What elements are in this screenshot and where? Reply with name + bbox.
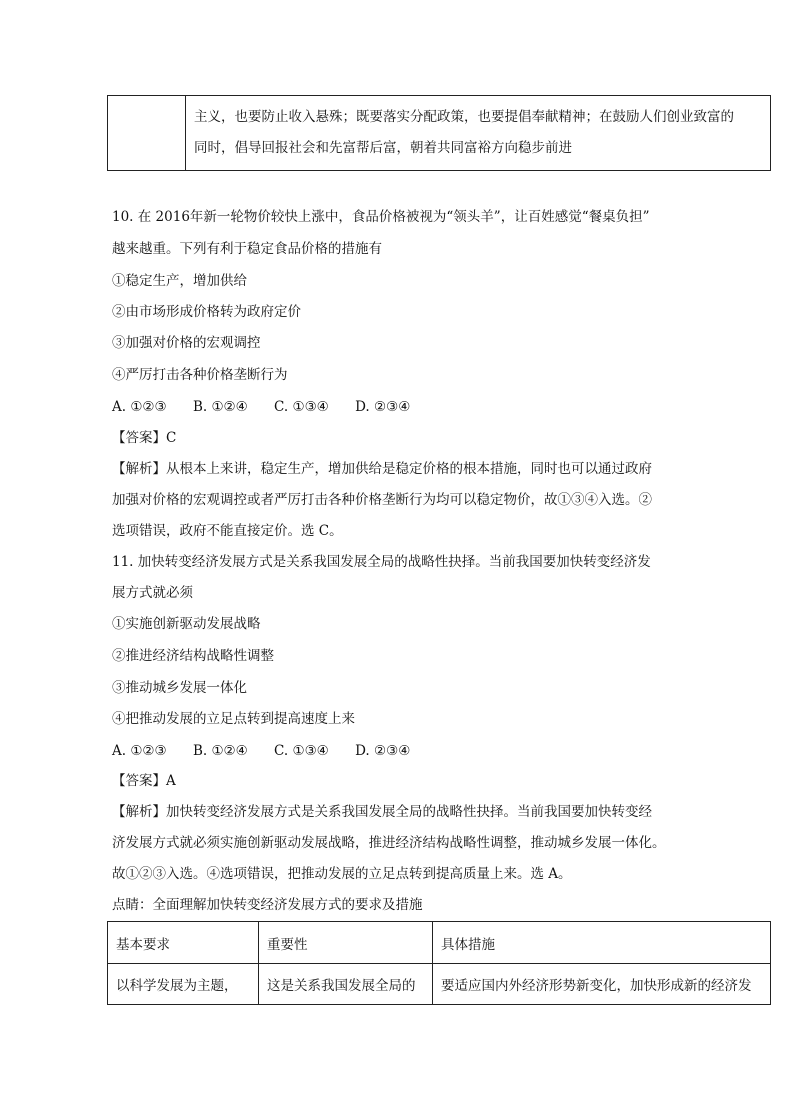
top-table-empty-cell bbox=[108, 96, 186, 171]
q11-analysis-line-3: 故①②③入选。④选项错误，把推动发展的立足点转到提高质量上来。选 A。 bbox=[112, 866, 572, 882]
table-row bbox=[108, 964, 771, 1005]
cell-basic-requirement: 以科学发展为主题， bbox=[108, 964, 259, 1005]
q11-stem-line-2: 展方式就必须 bbox=[112, 585, 193, 601]
q11-tip: 点睛：全面理解加快转变经济发展方式的要求及措施 bbox=[112, 897, 423, 913]
measures-table bbox=[107, 921, 771, 1005]
q10-option-a: A. ①②③ bbox=[112, 399, 167, 415]
measures-table-header-row bbox=[108, 922, 771, 964]
header-basic-requirement: 基本要求 bbox=[108, 922, 259, 964]
cell-importance: 这是关系我国发展全局的 bbox=[259, 964, 433, 1005]
q10-analysis-line-1: 【解析】从根本上来讲，稳定生产，增加供给是稳定价格的根本措施，同时也可以通过政府 bbox=[112, 461, 652, 477]
q10-option-d: D. ②③④ bbox=[355, 399, 411, 415]
q11-answer: 【答案】A bbox=[112, 773, 176, 789]
q10-analysis-line-2: 加强对价格的宏观调控或者严厉打击各种价格垄断行为均可以稳定物价，故①③④入选。② bbox=[112, 492, 652, 508]
q11-item-4: ④把推动发展的立足点转到提高速度上来 bbox=[112, 711, 355, 727]
top-table-fragment bbox=[107, 95, 771, 171]
q11-option-a: A. ①②③ bbox=[112, 743, 167, 759]
q11-option-d: D. ②③④ bbox=[355, 743, 411, 759]
q10-answer: 【答案】C bbox=[112, 430, 177, 446]
q11-item-2: ②推进经济结构战略性调整 bbox=[112, 648, 274, 664]
cell-specific-measures: 要适应国内外经济形势新变化，加快形成新的经济发 bbox=[433, 964, 771, 1005]
q11-item-3: ③推动城乡发展一体化 bbox=[112, 680, 247, 696]
top-table-text-cell bbox=[186, 96, 771, 171]
q11-option-c: C. ①③④ bbox=[274, 743, 329, 759]
q11-options bbox=[112, 741, 432, 761]
q10-stem-line-2: 越来越重。下列有利于稳定食品价格的措施有 bbox=[112, 241, 382, 257]
q10-option-b: B. ①②④ bbox=[192, 399, 248, 415]
q10-item-2: ②由市场形成价格转为政府定价 bbox=[112, 304, 301, 320]
q10-analysis-line-3: 选项错误，政府不能直接定价。选 C。 bbox=[112, 523, 343, 539]
header-importance: 重要性 bbox=[259, 922, 433, 964]
q10-item-1: ①稳定生产，增加供给 bbox=[112, 273, 247, 289]
q11-stem-line-1: 11. 加快转变经济发展方式是关系我国发展全局的战略性抉择。当前我国要加快转变经济发 bbox=[112, 554, 651, 570]
q11-analysis-line-2: 济发展方式就必须实施创新驱动发展战略，推进经济结构战略性调整，推动城乡发展一体化。 bbox=[112, 835, 666, 851]
top-table-line-2: 同时，倡导回报社会和先富帮后富，朝着共同富裕方向稳步前进 bbox=[194, 140, 572, 156]
q10-stem-line-1: 10. 在 2016年新一轮物价较快上涨中，食品价格被视为“领头羊”，让百姓感觉“餐桌负担” bbox=[112, 209, 650, 225]
header-specific-measures: 具体措施 bbox=[433, 922, 771, 964]
q10-item-4: ④严厉打击各种价格垄断行为 bbox=[112, 367, 288, 383]
q10-option-c: C. ①③④ bbox=[274, 399, 329, 415]
q11-analysis-line-1: 【解析】加快转变经济发展方式是关系我国发展全局的战略性抉择。当前我国要加快转变经 bbox=[112, 804, 652, 820]
q10-options bbox=[112, 397, 432, 417]
q10-item-3: ③加强对价格的宏观调控 bbox=[112, 335, 261, 351]
q11-option-b: B. ①②④ bbox=[192, 743, 248, 759]
q11-item-1: ①实施创新驱动发展战略 bbox=[112, 616, 261, 632]
top-table-line-1: 主义，也要防止收入悬殊；既要落实分配政策，也要提倡奉献精神；在鼓励人们创业致富的 bbox=[194, 109, 734, 125]
